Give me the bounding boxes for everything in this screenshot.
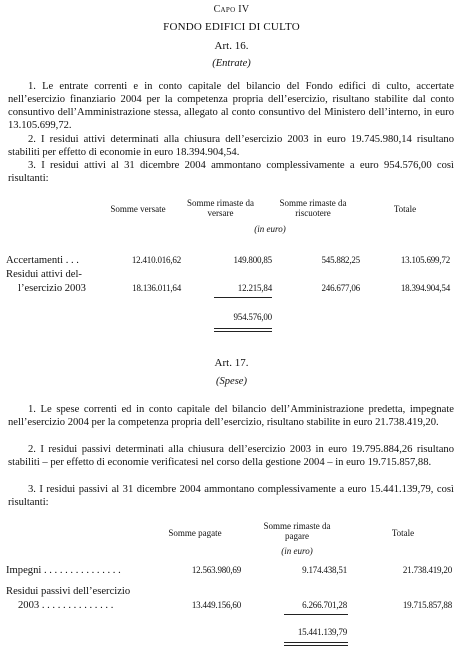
t16-row2-label: Residui attivi del- [6, 269, 82, 280]
t16-row2-v3: 246.677,06 [321, 283, 360, 293]
t17-head-totale: Totale [391, 528, 415, 538]
t16-row2-v2: 12.215,84 [237, 283, 272, 293]
t16-row2-v1: 18.136.011,64 [132, 283, 181, 293]
t17-unit: (in euro) [281, 546, 313, 556]
t16-row1-v3: 545.882,25 [321, 255, 360, 265]
t16-rule-bottom-2 [214, 331, 272, 332]
t17-row2-v2: 6.266.701,28 [302, 600, 347, 610]
art16-para-2: 2. I residui attivi determinati alla chiusura dell’esercizio 2003 in euro 19.745.980,14 risultano stabiliti per effetto di economie in euro 18.394.904,54. [8, 134, 454, 158]
art16-section: (Entrate) [212, 58, 251, 69]
t16-row1-label: Accertamenti . . . [6, 255, 79, 266]
t16-row1-v1: 12.410.016,62 [131, 255, 181, 265]
t16-head-da-riscuotere: Somme rimaste da riscuotere [279, 198, 347, 218]
t16-row2-label2: l’esercizio 2003 [18, 283, 86, 294]
t16-row1-v2: 149.800,85 [233, 255, 272, 265]
t17-row1-v1: 12.563.980,69 [191, 565, 241, 575]
fund-title: FONDO EDIFICI DI CULTO [163, 21, 300, 33]
chapter-heading: Capo IV [213, 4, 250, 15]
art16-para-1: 1. Le entrate correnti e in conto capitale del bilancio del Fondo edifici di culto, accertate nell’esercizio finanziario 2004 per la competenza propria dell’esercizio, risultano stabilite dal conto consuntivo dell’Amministrazione stessa, allegato al conto consuntivo del Ministero dell’interno, in euro 13.105.699,72. [8, 81, 454, 131]
t16-row2-v4: 18.394.904,54 [400, 283, 450, 293]
t16-rule-bottom-1 [214, 328, 272, 329]
t17-row2-label: Residui passivi dell’esercizio [6, 586, 131, 597]
t17-rule-bottom-1 [284, 642, 348, 643]
t16-rule-top [214, 297, 272, 298]
t16-head-versate: Somme versate [110, 204, 166, 214]
t16-head-da-versare: Somme rimaste da versare [187, 198, 254, 218]
art16-para-3: 3. I residui attivi al 31 dicembre 2004 ammontano complessivamente a euro 954.576,00 così risultanti: [8, 160, 454, 184]
t16-total: 954.576,00 [233, 312, 272, 322]
t17-rule-top [284, 614, 348, 615]
art17-para-2: 2. I residui passivi determinati alla chiusura dell’esercizio 2003 in euro 19.795.884,26 risultano stabiliti – per effetto di economie verificatesi nel corso della gestione 2004 – in euro 19.715.857,88. [8, 444, 454, 468]
t16-row1-v4: 13.105.699,72 [400, 255, 450, 265]
art17-para-3: 3. I residui passivi al 31 dicembre 2004 ammontano complessivamente a euro 15.441.139,79, così risultanti: [8, 484, 454, 508]
t17-row1-label: Impegni . . . . . . . . . . . . . . . [6, 565, 121, 576]
art17-title: Art. 17. [214, 357, 249, 369]
t17-row2-label2: 2003 . . . . . . . . . . . . . . [18, 600, 114, 611]
t17-row1-v2: 9.174.438,51 [302, 565, 347, 575]
t16-head-totale: Totale [393, 204, 417, 214]
t17-row2-v3: 19.715.857,88 [402, 600, 452, 610]
t17-rule-bottom-2 [284, 645, 348, 646]
t17-row2-v1: 13.449.156,60 [191, 600, 241, 610]
t17-head-pagate: Somme pagate [168, 528, 222, 538]
t16-unit: (in euro) [254, 224, 286, 234]
t17-total: 15.441.139,79 [297, 627, 347, 637]
t17-row1-v3: 21.738.419,20 [402, 565, 452, 575]
art17-para-1: 1. Le spese correnti ed in conto capitale del bilancio dell’Amministrazione predetta, impegnate nell’esercizio 2004 per la competenza propria dell’esercizio, risultano stabilite in euro 21.738.419,20. [8, 404, 454, 428]
t17-head-da-pagare: Somme rimaste da pagare [263, 521, 331, 541]
art17-section: (Spese) [216, 376, 247, 387]
art16-title: Art. 16. [214, 40, 249, 52]
